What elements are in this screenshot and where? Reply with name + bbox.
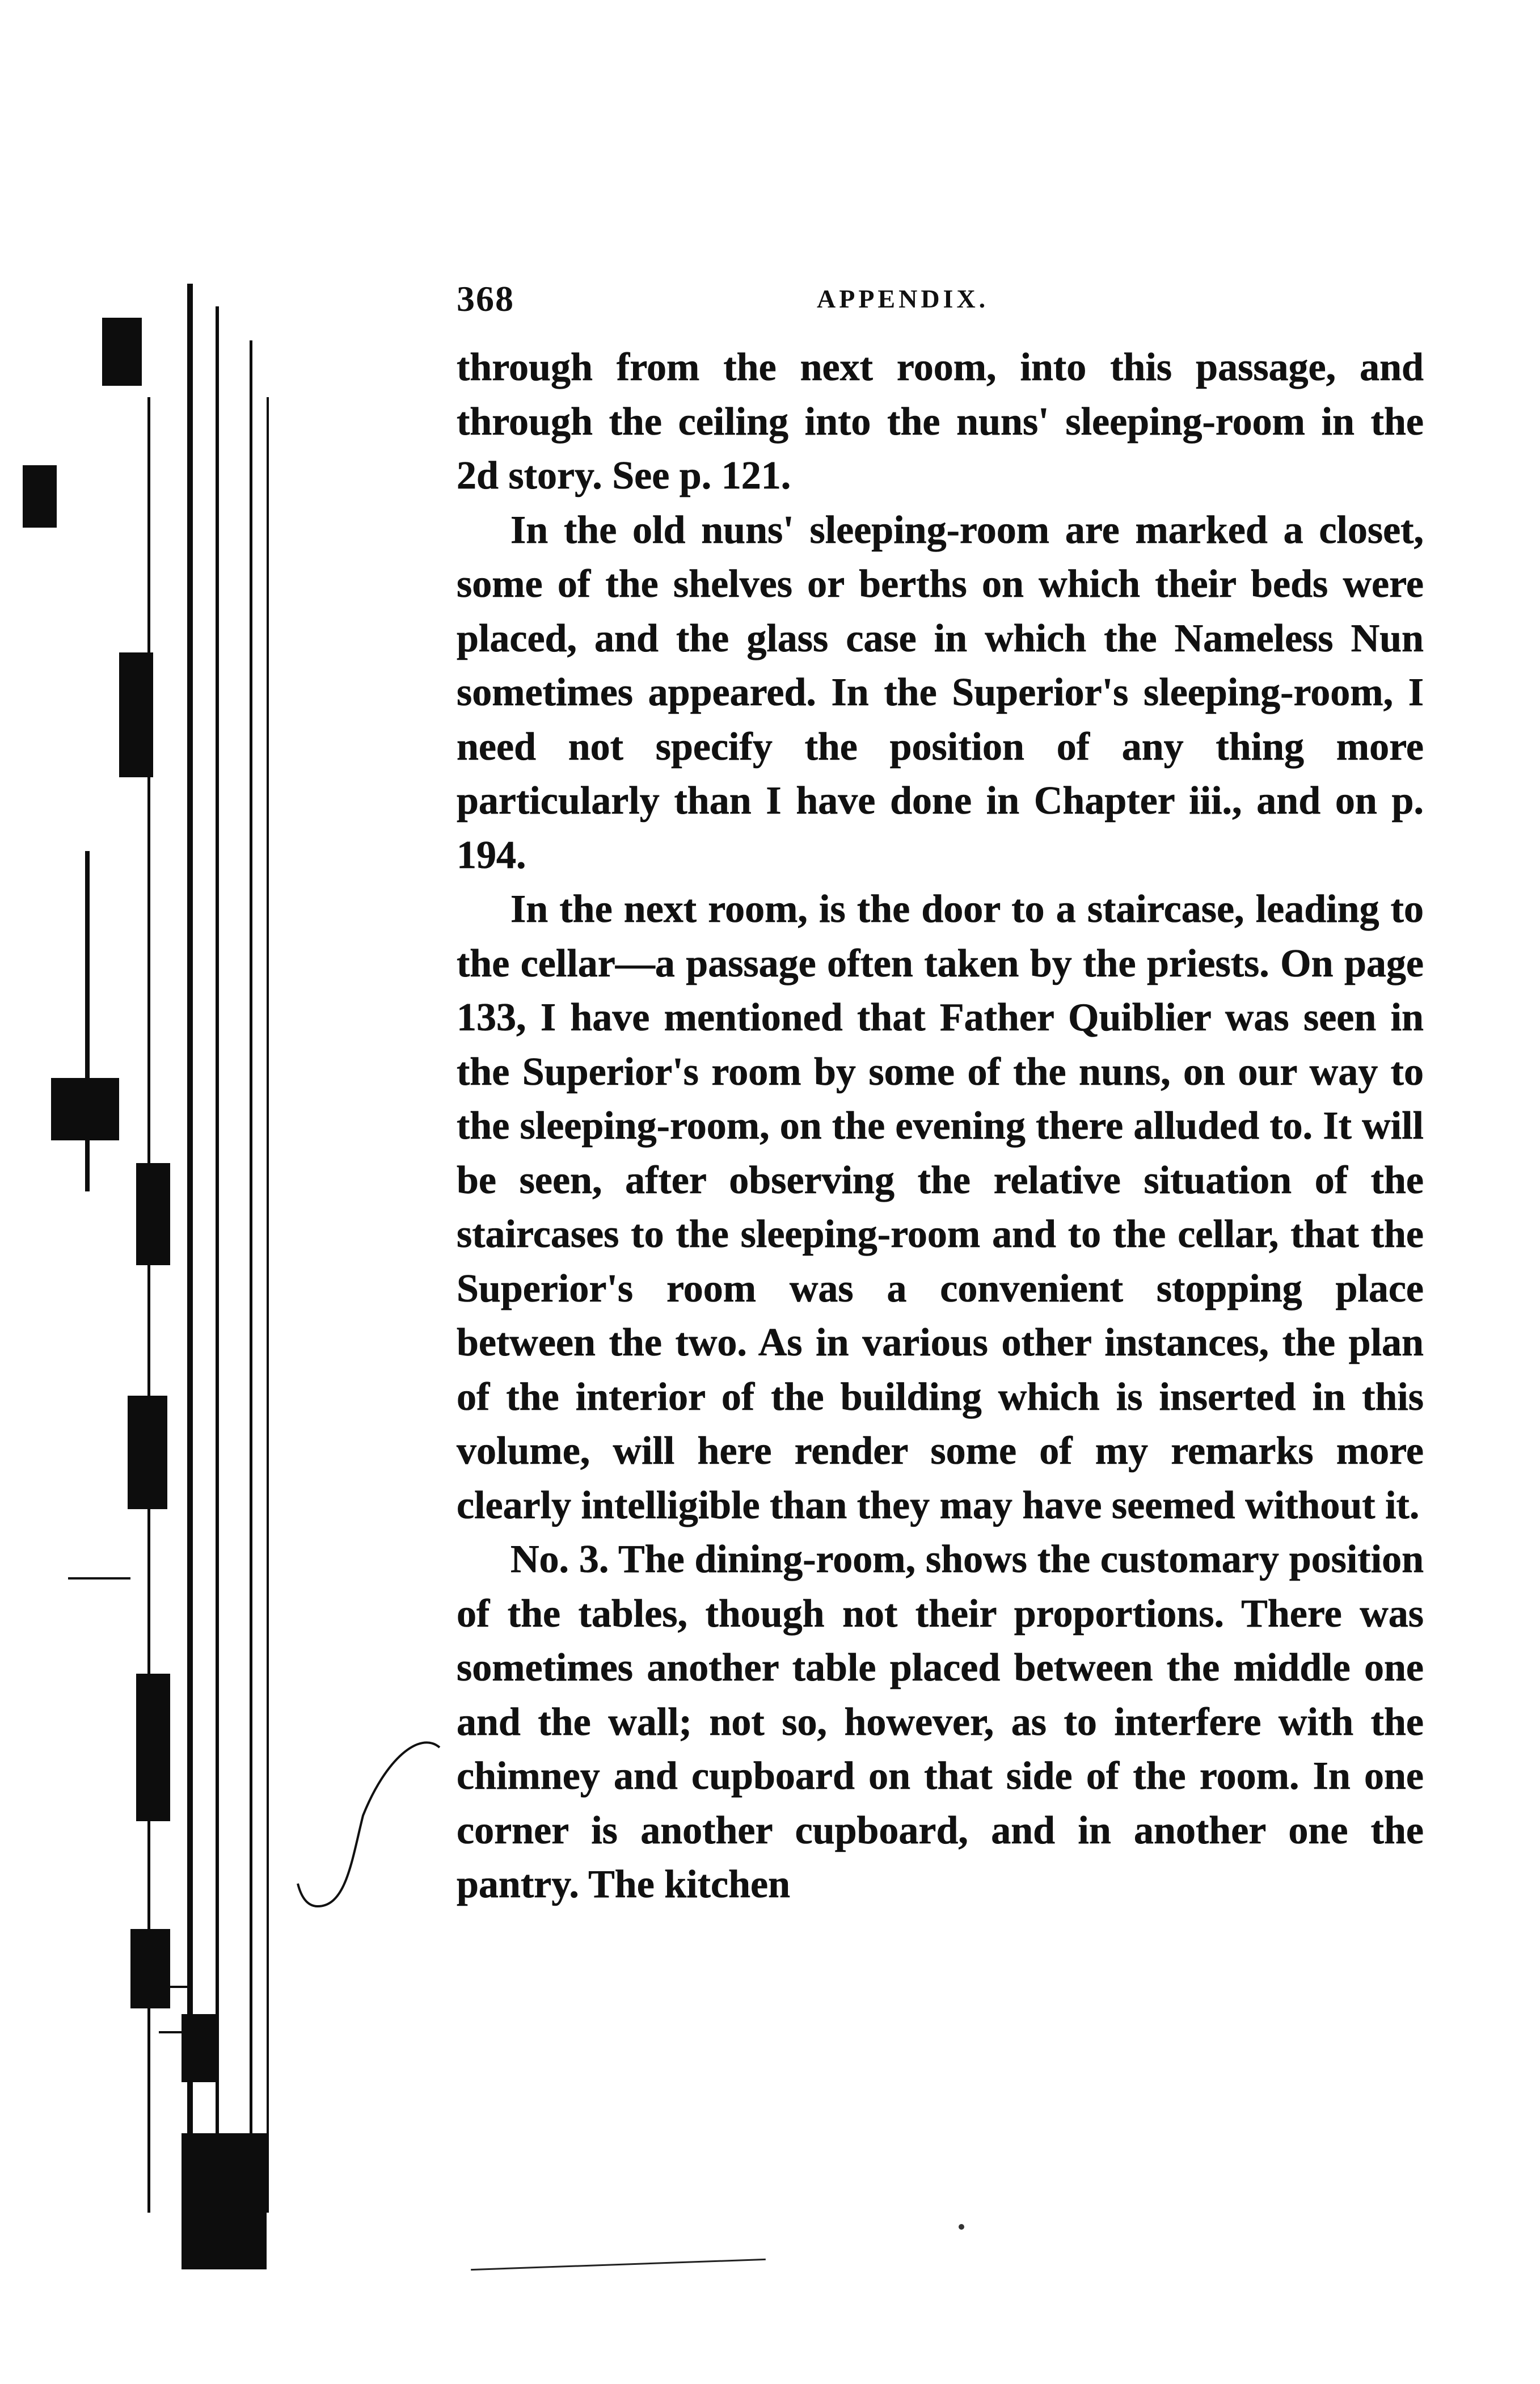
page-text bbox=[457, 278, 1424, 1912]
paragraph-4: No. 3. The dining-room, shows the customary position of the tables, though not their proportions. There was sometimes another table placed between the middle one and the wall; not so, however, as to interfere with the chimney and cupboard on that side of the room. In one corner is another cupboard, and in another one the pantry. The kitchen bbox=[457, 1538, 1424, 1906]
paragraph-2: In the old nuns' sleeping-room are marked a closet, some of the shelves or berths on which their beds were placed, and the glass case in which the Nameless Nun sometimes appeared. In the Superior's sleeping-room, I need not specify the position of any thing more particularly than I have done in Chapter iii., and on p. 194. bbox=[457, 508, 1424, 877]
paragraph-3: In the next room, is the door to a staircase, leading to the cellar—a passage often taken by the priests. On page 133, I have mentioned that Father Quiblier was seen in the Superior's room by some of the nuns, on our way to the sleeping-room, on the evening there alluded to. It will be seen, after observing the relative situation of the staircases to the sleeping-room and to the cellar, that the Superior's room was a convenient stopping place between the two. As in various other instances, the plan of the interior of the building which is inserted in this volume, will here render some of my remarks more clearly intelligible than they may have seemed without it. bbox=[457, 887, 1424, 1527]
page-number: 368 bbox=[457, 279, 514, 319]
bottom-scratch bbox=[471, 2259, 766, 2271]
pen-mark bbox=[295, 1713, 465, 1952]
paragraph-1: through from the next room, into this passage, and through the ceiling into the nuns' sleeping-room in the 2d story. See p. 121. bbox=[457, 346, 1424, 498]
page-binding-gutter bbox=[0, 0, 318, 2384]
running-title: APPENDIX. bbox=[817, 284, 989, 313]
running-head bbox=[457, 278, 1424, 340]
ink-dot bbox=[959, 2224, 964, 2230]
